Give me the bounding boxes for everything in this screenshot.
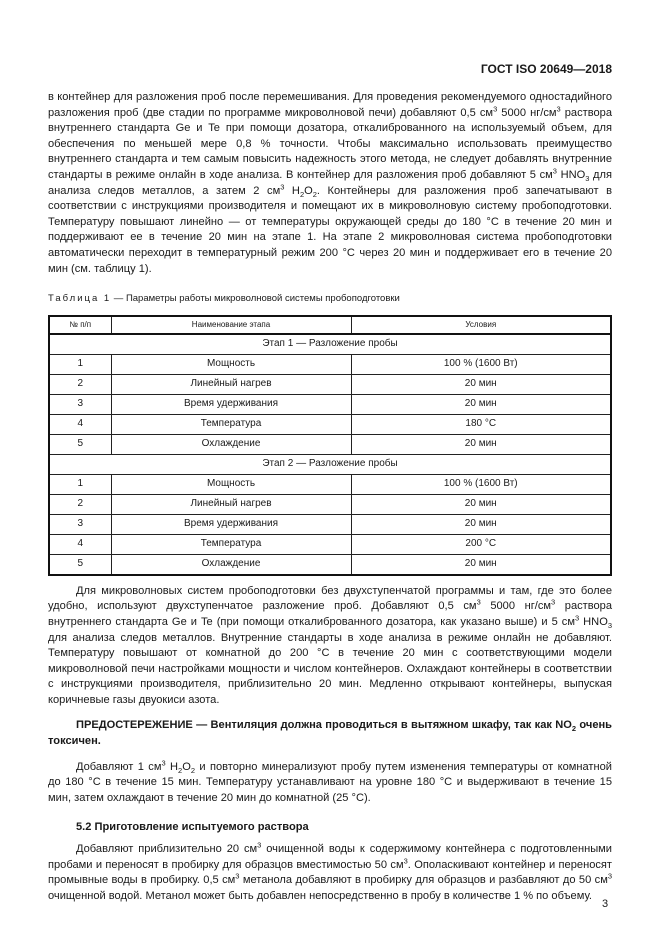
- stage-name: Мощность: [111, 474, 351, 494]
- condition-value: 20 мин: [351, 494, 611, 514]
- text-run: H: [284, 184, 300, 197]
- subscript: 2: [190, 765, 195, 775]
- stage-name: Линейный нагрев: [111, 374, 351, 394]
- stage-name: Линейный нагрев: [111, 494, 351, 514]
- condition-value: 20 мин: [351, 374, 611, 394]
- text-run: Добавляют 1 см: [76, 760, 162, 773]
- paragraph-intro: [48, 90, 612, 277]
- page-number: 3: [602, 898, 609, 910]
- superscript: 3: [161, 757, 166, 767]
- superscript: 3: [607, 871, 612, 881]
- row-number: 1: [49, 474, 111, 494]
- text-run: очищенной водой. Метанол может быть добавлен непосредственно в пробу в количестве 1 % по объему.: [48, 889, 592, 902]
- text-run: HNO: [579, 615, 608, 628]
- table-row: [49, 474, 611, 494]
- text-run: Для микроволновых систем пробоподготовки без двухступенчатой программы и там, где это более удобно, используют двухступенчатое разложение проб. Добавляют 0,5 см: [48, 584, 612, 613]
- warning-note: [48, 718, 612, 749]
- superscript: 3: [551, 597, 556, 607]
- table-caption: [48, 291, 612, 307]
- text-run: и повторно минерализуют пробу путем изменения температуры от комнатной до 180 °С в течение 15 мин. Температуру устанавливают на уровне 180 °С и выдерживают в течение 15 мин, затем охлаждают в течение 20 мин до комнатной (25 °С).: [48, 760, 612, 804]
- stage-name: Время удерживания: [111, 514, 351, 534]
- text-run: очищенной воды к содержимому контейнера с подготовленными пробами и переносят в пробирку для образцов вместимостью 50 см: [48, 843, 612, 871]
- stage-name: Охлаждение: [111, 554, 351, 575]
- condition-value: 20 мин: [351, 514, 611, 534]
- text-run: 5000 нг/см: [497, 106, 557, 119]
- condition-value: 200 °С: [351, 534, 611, 554]
- text-run: в контейнер для разложения проб после перемешивания. Для проведения рекомендуемого одностадийного разложения проб (две стадии по программе микроволновой печи) добавляют 0,5 см: [48, 91, 612, 119]
- row-number: 3: [49, 394, 111, 414]
- paragraph-test-solution: [48, 842, 612, 904]
- subscript: 3: [607, 621, 612, 631]
- superscript: 3: [552, 166, 557, 176]
- superscript: 3: [556, 103, 561, 113]
- text-run: HNO: [556, 168, 586, 181]
- subscript: 2: [571, 724, 577, 734]
- table-row: [49, 434, 611, 454]
- table-row: [49, 354, 611, 374]
- text-run: O: [182, 760, 191, 773]
- section-heading: 5.2 Приготовление испытуемого раствора: [76, 821, 309, 834]
- column-header-conditions: Условия: [351, 316, 611, 334]
- superscript: 3: [280, 181, 285, 191]
- stage-name: Температура: [111, 414, 351, 434]
- condition-value: 20 мин: [351, 554, 611, 575]
- text-run: раствора внутреннего стандарта Ge и Te (при помощи откалиброванного дозатора, как указано выше) и 5 см: [48, 600, 613, 628]
- text-run: раствора внутреннего стандарта Ge и Te при помощи дозатора, откалиброванного на используемый объем, для обеспечения по меньшей мере 0,8 % точности. Чтобы максимально использовать преимущество внутреннего стандарта и тем самым повысить надежность этого метода, не следует добавлять внутренние стандарты в режиме онлайн в ходе анализа. В контейнер для разложения проб добавляют 5 см: [48, 106, 612, 181]
- text-run: Добавляют приблизительно 20 см: [76, 843, 258, 856]
- condition-value: 20 мин: [351, 394, 611, 414]
- stage-title: Этап 1 — Разложение пробы: [49, 334, 611, 355]
- row-number: 4: [49, 534, 111, 554]
- table-caption-label: Таблица 1: [48, 293, 112, 305]
- condition-value: 180 °С: [351, 414, 611, 434]
- table-row: [49, 414, 611, 434]
- row-number: 2: [49, 494, 111, 514]
- microwave-parameters-table: [48, 315, 612, 576]
- row-number: 5: [49, 434, 111, 454]
- text-run: . Контейнеры для разложения проб запечатывают в соответствии с инструкциями производителя и помещают их в микроволновую систему пробоподготовки. Температуру повышают линейно — от температуры окружающей среды до 180 °С в течение 20 мин и поддерживают ее в течение 20 мин на этапе 1. На этапе 2 микроволновая система пробоподготовки автоматически переходит в температурный режим 200 °С через 20 мин и поддерживает его в течение 20 мин (см. таблицу 1).: [48, 184, 613, 275]
- superscript: 3: [257, 840, 262, 850]
- row-number: 4: [49, 414, 111, 434]
- superscript: 3: [476, 597, 481, 607]
- subscript: 2: [312, 189, 317, 199]
- text-run: O: [304, 184, 313, 197]
- table-row: [49, 374, 611, 394]
- text-run: 5000 нг/см: [480, 600, 552, 613]
- paragraph-two-stage: [48, 584, 612, 709]
- superscript: 3: [574, 613, 580, 623]
- text-run: для анализа следов металлов. Внутренние стандарты в ходе анализа в режиме онлайн не добавляют. Температуру повышают от комнатной до 200 °С в течение 20 мин с соответствующими модели микроволновой печи настройками мощности и числом контейнеров. Охлаждают контейнеры в соответствии с инструкциями производителя, приблизительно 20 мин. Медленно открывают контейнеры, выпуская коричневые газы двуокиси азота.: [48, 631, 612, 706]
- table-caption-text: — Параметры работы микроволновой системы пробоподготовки: [111, 293, 400, 305]
- table-row: [49, 554, 611, 575]
- condition-value: 20 мин: [351, 434, 611, 454]
- document-body: [48, 90, 612, 904]
- stage-name: Время удерживания: [111, 394, 351, 414]
- condition-value: 100 % (1600 Вт): [351, 354, 611, 374]
- superscript: 3: [235, 871, 240, 881]
- text-run: очень токсичен.: [48, 719, 613, 748]
- stage-name: Охлаждение: [111, 434, 351, 454]
- subscript: 2: [299, 189, 305, 199]
- row-number: 1: [49, 354, 111, 374]
- table-row: [49, 394, 611, 414]
- text-run: метанола добавляют в пробирку для образцов и разбавляют до 50 см: [239, 874, 608, 887]
- row-number: 2: [49, 374, 111, 394]
- text-run: H: [165, 760, 179, 773]
- paragraph-remineralize: [48, 757, 612, 807]
- condition-value: 100 % (1600 Вт): [351, 474, 611, 494]
- table-row: [49, 514, 611, 534]
- stage-name: Мощность: [111, 354, 351, 374]
- superscript: 3: [403, 855, 408, 865]
- subscript: 2: [178, 765, 183, 775]
- column-header-number: № п/п: [49, 316, 111, 334]
- stage-title: Этап 2 — Разложение пробы: [49, 454, 611, 474]
- text-run: . Ополаскивают контейнер и переносят промывные воды в пробирку. 0,5 см: [48, 858, 612, 887]
- row-number: 5: [49, 554, 111, 575]
- stage-header-row: [49, 334, 611, 355]
- row-number: 3: [49, 514, 111, 534]
- stage-header-row: [49, 454, 611, 474]
- table-row: [49, 534, 611, 554]
- subscript: 3: [585, 174, 590, 184]
- stage-name: Температура: [111, 534, 351, 554]
- table-row: [49, 494, 611, 514]
- document-header: ГОСТ ISO 20649—2018: [480, 62, 612, 76]
- text-run: ПРЕДОСТЕРЕЖЕНИЕ — Вентиляция должна проводиться в вытяжном шкафу, так как NO: [76, 719, 572, 732]
- superscript: 3: [493, 103, 498, 113]
- text-run: для анализа следов металлов, а затем 2 см: [48, 168, 612, 197]
- column-header-stage-name: Наименование этапа: [111, 316, 351, 334]
